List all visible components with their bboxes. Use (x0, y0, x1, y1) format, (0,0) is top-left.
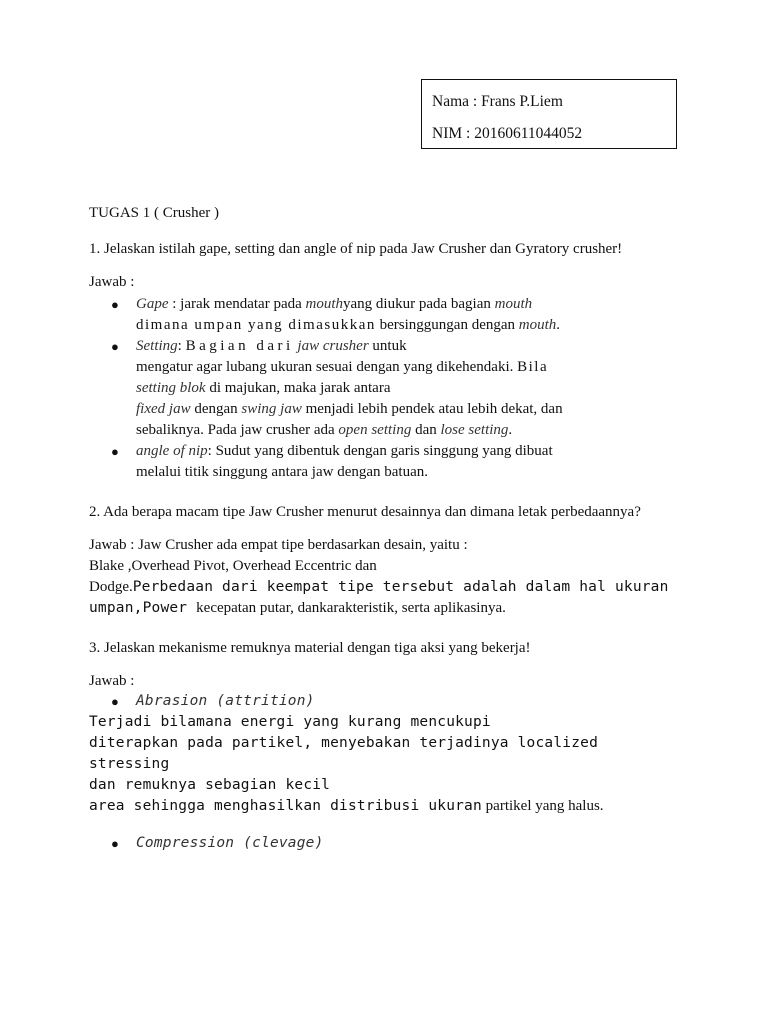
bullet-icon: ● (111, 693, 119, 709)
question-2: 2. Ada berapa macam tipe Jaw Crusher menurut desainnya dan dimana letak perbedaannya? (89, 503, 641, 520)
list-item-abrasion: ● Abrasion (attrition) (136, 691, 679, 712)
question-3: 3. Jelaskan mekanisme remuknya material dengan tiga aksi yang bekerja! (89, 639, 531, 656)
assignment-title: TUGAS 1 ( Crusher ) (89, 205, 219, 221)
abrasion-description: Terjadi bilamana energi yang kurang mencukupi diterapkan pada partikel, menyebakan terjadinya localized stressing dan remuknya sebagian kecil area sehingga menghasilkan distribusi ukuran partikel yang halus. (89, 713, 604, 814)
bullet-icon: ● (111, 443, 119, 459)
answer-1-list (89, 294, 679, 483)
answer-3-list-b (89, 833, 679, 854)
student-id-box (421, 79, 677, 149)
bullet-icon: ● (111, 338, 119, 354)
list-item-compression: ● Compression (clevage) (136, 833, 679, 854)
bullet-icon: ● (111, 835, 119, 851)
answer-3-list-a (89, 691, 679, 712)
answer-label-1: Jawab : (89, 274, 135, 291)
student-nim: NIM : 20160611044052 (432, 125, 583, 142)
question-1: 1. Jelaskan istilah gape, setting dan angle of nip pada Jaw Crusher dan Gyratory crusher! (89, 241, 623, 258)
student-name: Nama : Frans P.Liem (432, 93, 563, 110)
list-item-angle-of-nip: ● angle of nip: Sudut yang dibentuk dengan garis singgung yang dibuat melalui titik singgung antara jaw dengan batuan. (111, 442, 553, 480)
list-item-gape: ● Gape : jarak mendatar pada mouthyang diukur pada bagian mouth dimana umpan yang dimasukkan bersinggungan dengan mouth. (111, 295, 561, 333)
document-body (89, 203, 679, 854)
list-item-setting: ● Setting: Bagian dari jaw crusher untuk mengatur agar lubang ukuran sesuai dengan yang dikehendaki. Bila setting blok di majukan, maka jarak antara fixed jaw dengan swing jaw menjadi lebih pendek atau lebih dekat, dan sebaliknya. Pada jaw crusher ada open setting dan lose setting. (111, 337, 563, 438)
bullet-icon: ● (111, 296, 119, 312)
answer-label-3: Jawab : (89, 672, 135, 689)
answer-2: Jawab : Jaw Crusher ada empat tipe berdasarkan desain, yaitu : Blake ,Overhead Pivot, Overhead Eccentric dan Dodge.Perbedaan dari keempat tipe tersebut adalah dalam hal ukuran umpan,Power kecepatan putar, dankarakteristik, serta aplikasinya. (89, 536, 669, 616)
